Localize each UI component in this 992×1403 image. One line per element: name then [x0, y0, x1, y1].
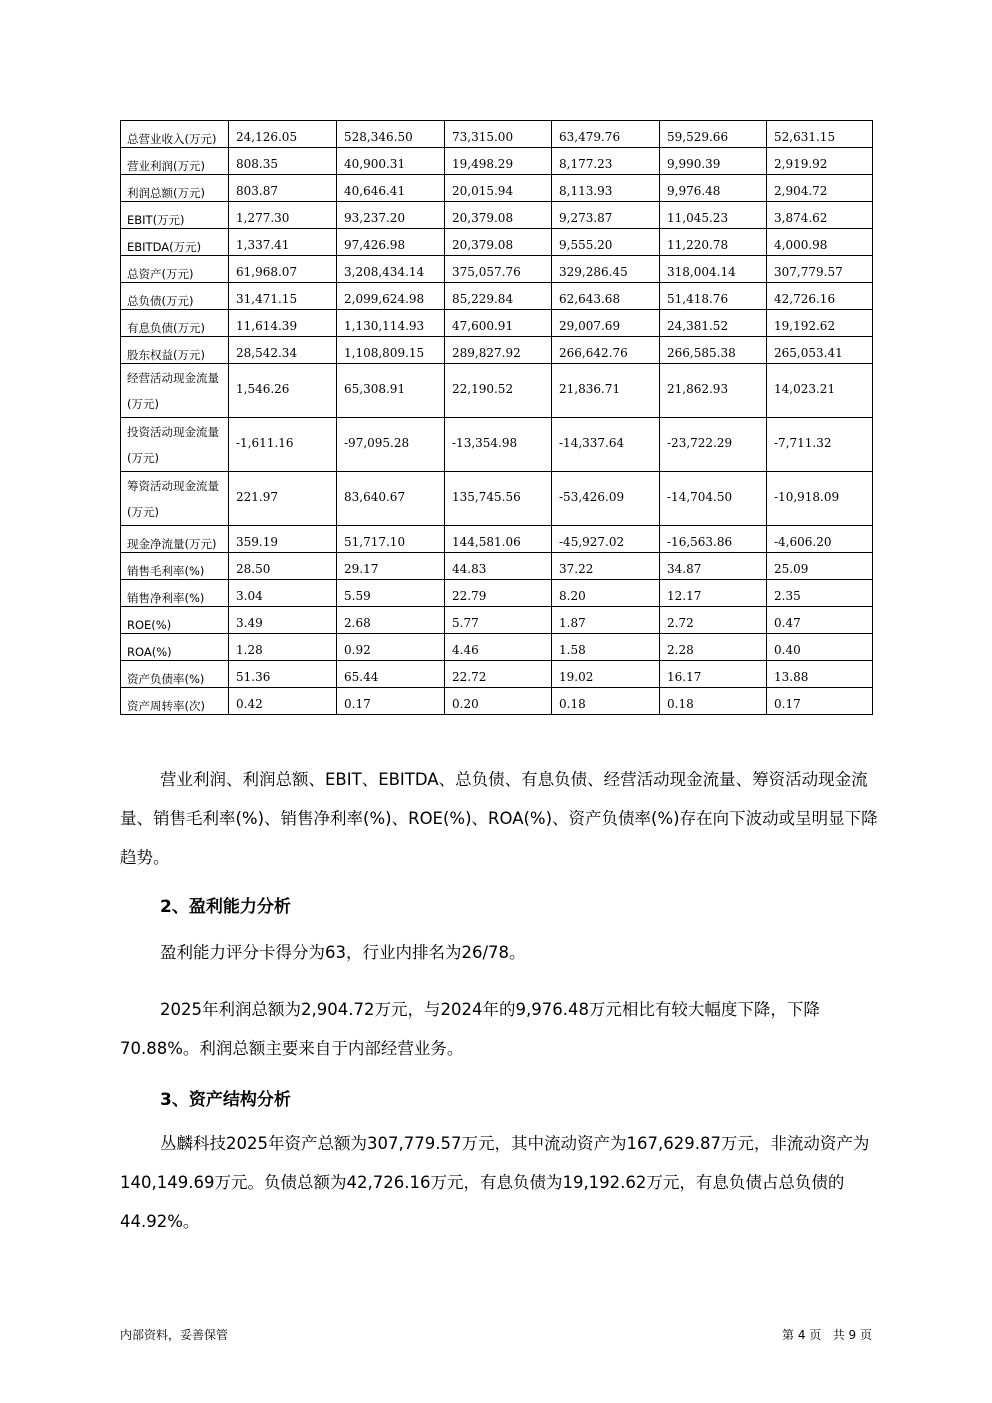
cell-value: 21,836.71 — [559, 382, 621, 396]
summary-paragraph: 营业利润、利润总额、EBIT、EBITDA、总负债、有息负债、经营活动现金流量、筹资活动现金流量、销售毛利率(%)、销售净利率(%)、ROE(%)、ROA(%)、资产负债率(%)存在向下波动或呈明显下降趋势。 — [120, 770, 878, 867]
row-label: 筹资活动现金流量(万元) — [121, 472, 229, 526]
cell-value: 1.58 — [559, 643, 586, 657]
table-row — [121, 607, 873, 634]
table-cell — [337, 256, 445, 283]
table-cell — [445, 553, 552, 580]
table-cell — [767, 580, 873, 607]
cell-value: 266,642.76 — [559, 346, 628, 360]
table-cell — [445, 283, 552, 310]
cell-value: -7,711.32 — [774, 436, 832, 450]
cell-value: 1.28 — [236, 643, 263, 657]
table-cell — [767, 148, 873, 175]
row-label: 投资活动现金流量(万元) — [121, 418, 229, 472]
table-cell — [767, 229, 873, 256]
cell-value: 12.17 — [667, 589, 702, 603]
table-cell — [660, 553, 767, 580]
row-label: ROE(%) — [121, 607, 229, 634]
cell-value: 9,990.39 — [667, 157, 721, 171]
table-row — [121, 148, 873, 175]
cell-value: 375,057.76 — [452, 265, 521, 279]
table-cell — [337, 634, 445, 661]
table-cell — [552, 283, 660, 310]
table-cell — [767, 607, 873, 634]
table-cell — [229, 121, 337, 148]
table-cell — [229, 526, 337, 553]
table-cell — [445, 337, 552, 364]
row-label: 股东权益(万元) — [121, 337, 229, 364]
cell-value: 528,346.50 — [344, 130, 413, 144]
row-label: 利润总额(万元) — [121, 175, 229, 202]
cell-value: 8.20 — [559, 589, 586, 603]
cell-value: 24,126.05 — [236, 130, 298, 144]
cell-value: 135,745.56 — [452, 490, 521, 504]
table-cell — [552, 148, 660, 175]
cell-value: 11,220.78 — [667, 238, 729, 252]
cell-value: 13.88 — [774, 670, 809, 684]
cell-value: 0.47 — [774, 616, 801, 630]
table-cell — [337, 661, 445, 688]
table-cell — [660, 202, 767, 229]
cell-value: -14,704.50 — [667, 490, 733, 504]
table-cell — [445, 256, 552, 283]
cell-value: 83,640.67 — [344, 490, 406, 504]
cell-value: 3.04 — [236, 589, 263, 603]
cell-value: 4.46 — [452, 643, 479, 657]
cell-value: 0.40 — [774, 643, 801, 657]
cell-value: 28.50 — [236, 562, 271, 576]
cell-value: -23,722.29 — [667, 436, 733, 450]
cell-value: 63,479.76 — [559, 130, 621, 144]
table-cell — [552, 256, 660, 283]
cell-value: 42,726.16 — [774, 292, 836, 306]
cell-value: 20,015.94 — [452, 184, 514, 198]
table-cell — [337, 175, 445, 202]
table-cell — [552, 607, 660, 634]
table-cell — [229, 553, 337, 580]
table-cell — [660, 580, 767, 607]
table-cell — [660, 337, 767, 364]
cell-value: 808.35 — [236, 157, 278, 171]
table-cell — [767, 256, 873, 283]
table-cell — [552, 337, 660, 364]
cell-value: 40,646.41 — [344, 184, 406, 198]
table-cell — [767, 688, 873, 715]
table-cell — [229, 202, 337, 229]
cell-value: 359.19 — [236, 535, 278, 549]
table-cell — [229, 688, 337, 715]
cell-value: 20,379.08 — [452, 238, 514, 252]
cell-value: -45,927.02 — [559, 535, 625, 549]
table-cell — [229, 580, 337, 607]
table-row — [121, 580, 873, 607]
cell-value: 3.49 — [236, 616, 263, 630]
cell-value: 51.36 — [236, 670, 271, 684]
row-label: ROA(%) — [121, 634, 229, 661]
cell-value: -1,611.16 — [236, 436, 294, 450]
row-label: 经营活动现金流量(万元) — [121, 364, 229, 418]
table-cell — [552, 688, 660, 715]
cell-value: 22.72 — [452, 670, 487, 684]
table-cell — [337, 148, 445, 175]
table-cell — [229, 634, 337, 661]
table-row — [121, 121, 873, 148]
table-cell — [445, 688, 552, 715]
table-cell — [229, 148, 337, 175]
table-row — [121, 364, 873, 418]
table-cell — [660, 175, 767, 202]
table-cell — [445, 202, 552, 229]
table-cell — [445, 661, 552, 688]
cell-value: 0.18 — [559, 697, 586, 711]
cell-value: -4,606.20 — [774, 535, 832, 549]
cell-value: 65,308.91 — [344, 382, 406, 396]
cell-value: -13,354.98 — [452, 436, 518, 450]
row-label: 销售毛利率(%) — [121, 553, 229, 580]
cell-value: 3,874.62 — [774, 211, 828, 225]
row-label: EBIT(万元) — [121, 202, 229, 229]
cell-value: 329,286.45 — [559, 265, 628, 279]
table-cell — [445, 229, 552, 256]
cell-value: 0.17 — [344, 697, 371, 711]
cell-value: 62,643.68 — [559, 292, 621, 306]
cell-value: 0.17 — [774, 697, 801, 711]
table-cell — [229, 175, 337, 202]
table-cell — [660, 364, 767, 418]
cell-value: 307,779.57 — [774, 265, 843, 279]
cell-value: -16,563.86 — [667, 535, 733, 549]
table-cell — [229, 337, 337, 364]
cell-value: 1,337.41 — [236, 238, 290, 252]
table-cell — [445, 634, 552, 661]
row-label: EBITDA(万元) — [121, 229, 229, 256]
cell-value: 51,717.10 — [344, 535, 406, 549]
row-label: 总负债(万元) — [121, 283, 229, 310]
cell-value: 19.02 — [559, 670, 594, 684]
cell-value: 31,471.15 — [236, 292, 298, 306]
cell-value: 61,968.07 — [236, 265, 298, 279]
cell-value: 85,229.84 — [452, 292, 514, 306]
cell-value: 1,130,114.93 — [344, 319, 425, 333]
row-label: 有息负债(万元) — [121, 310, 229, 337]
cell-value: 3,208,434.14 — [344, 265, 425, 279]
row-label: 营业利润(万元) — [121, 148, 229, 175]
table-cell — [767, 364, 873, 418]
table-cell — [552, 580, 660, 607]
table-cell — [229, 364, 337, 418]
cell-value: 25.09 — [774, 562, 809, 576]
table-cell — [337, 472, 445, 526]
table-cell — [767, 337, 873, 364]
table-cell — [552, 526, 660, 553]
table-cell — [445, 310, 552, 337]
table-cell — [445, 580, 552, 607]
cell-value: 9,976.48 — [667, 184, 721, 198]
table-cell — [552, 364, 660, 418]
cell-value: 52,631.15 — [774, 130, 836, 144]
table-cell — [660, 256, 767, 283]
table-cell — [445, 175, 552, 202]
cell-value: 2.35 — [774, 589, 801, 603]
table-row — [121, 553, 873, 580]
table-cell — [552, 121, 660, 148]
table-cell — [337, 337, 445, 364]
table-cell — [445, 472, 552, 526]
cell-value: 8,113.93 — [559, 184, 613, 198]
financial-table-body — [121, 121, 873, 715]
table-cell — [660, 472, 767, 526]
cell-value: 289,827.92 — [452, 346, 521, 360]
table-cell — [337, 580, 445, 607]
table-cell — [552, 661, 660, 688]
table-cell — [660, 661, 767, 688]
table-cell — [660, 688, 767, 715]
cell-value: 5.77 — [452, 616, 479, 630]
section-3-paragraph-1: 丛麟科技2025年资产总额为307,779.57万元，其中流动资产为167,629.87万元，非流动资产为140,149.69万元。负债总额为42,726.16万元，有息负债为19,192.62万元，有息负债占总负债的44.92%。 — [120, 1134, 870, 1231]
cell-value: 20,379.08 — [452, 211, 514, 225]
section-2-paragraph-2: 2025年利润总额为2,904.72万元，与2024年的9,976.48万元相比有较大幅度下降，下降70.88%。利润总额主要来自于内部经营业务。 — [120, 1000, 820, 1058]
cell-value: 19,498.29 — [452, 157, 514, 171]
table-row — [121, 418, 873, 472]
row-label: 现金净流量(万元) — [121, 526, 229, 553]
table-cell — [337, 202, 445, 229]
table-cell — [660, 229, 767, 256]
table-cell — [337, 688, 445, 715]
table-cell — [767, 283, 873, 310]
table-cell — [660, 418, 767, 472]
row-label: 总资产(万元) — [121, 256, 229, 283]
table-cell — [767, 526, 873, 553]
cell-value: 2.68 — [344, 616, 371, 630]
table-cell — [229, 418, 337, 472]
section-2-paragraph-1: 盈利能力评分卡得分为63，行业内排名为26/78。 — [160, 943, 526, 962]
cell-value: 11,614.39 — [236, 319, 298, 333]
table-cell — [445, 148, 552, 175]
cell-value: 29,007.69 — [559, 319, 621, 333]
footer-left: 内部资料，妥善保管 — [120, 1328, 229, 1342]
table-cell — [337, 121, 445, 148]
table-row — [121, 310, 873, 337]
row-label: 资产负债率(%) — [121, 661, 229, 688]
table-cell — [445, 526, 552, 553]
table-cell — [337, 310, 445, 337]
cell-value: 16.17 — [667, 670, 702, 684]
cell-value: 11,045.23 — [667, 211, 729, 225]
table-cell — [337, 283, 445, 310]
table-cell — [767, 121, 873, 148]
cell-value: 2,904.72 — [774, 184, 828, 198]
table-cell — [660, 634, 767, 661]
cell-value: 144,581.06 — [452, 535, 521, 549]
cell-value: 318,004.14 — [667, 265, 736, 279]
table-cell — [229, 472, 337, 526]
cell-value: 97,426.98 — [344, 238, 406, 252]
cell-value: 44.83 — [452, 562, 487, 576]
financial-table — [120, 120, 873, 715]
cell-value: 2.28 — [667, 643, 694, 657]
cell-value: 47,600.91 — [452, 319, 514, 333]
cell-value: 0.42 — [236, 697, 263, 711]
cell-value: 0.20 — [452, 697, 479, 711]
cell-value: 22,190.52 — [452, 382, 514, 396]
cell-value: 221.97 — [236, 490, 278, 504]
table-cell — [337, 229, 445, 256]
table-row — [121, 634, 873, 661]
cell-value: 9,273.87 — [559, 211, 613, 225]
cell-value: 19,192.62 — [774, 319, 836, 333]
cell-value: 22.79 — [452, 589, 487, 603]
cell-value: 266,585.38 — [667, 346, 736, 360]
table-cell — [767, 202, 873, 229]
table-cell — [767, 310, 873, 337]
table-cell — [552, 175, 660, 202]
footer-page-number: 第 4 页 共 9 页 — [782, 1328, 872, 1342]
cell-value: 8,177.23 — [559, 157, 613, 171]
table-cell — [445, 364, 552, 418]
table-cell — [337, 364, 445, 418]
table-cell — [767, 661, 873, 688]
table-row — [121, 337, 873, 364]
cell-value: 2.72 — [667, 616, 694, 630]
table-row — [121, 526, 873, 553]
table-cell — [337, 607, 445, 634]
cell-value: 51,418.76 — [667, 292, 729, 306]
cell-value: 0.18 — [667, 697, 694, 711]
cell-value: 1,108,809.15 — [344, 346, 425, 360]
section-2-heading: 2、盈利能力分析 — [160, 897, 291, 917]
cell-value: 29.17 — [344, 562, 379, 576]
table-cell — [552, 634, 660, 661]
table-cell — [229, 310, 337, 337]
cell-value: 4,000.98 — [774, 238, 828, 252]
cell-value: 1.87 — [559, 616, 586, 630]
table-cell — [660, 607, 767, 634]
table-cell — [660, 526, 767, 553]
table-cell — [660, 310, 767, 337]
section-3-heading: 3、资产结构分析 — [160, 1090, 291, 1110]
cell-value: -14,337.64 — [559, 436, 625, 450]
row-label: 总营业收入(万元) — [121, 121, 229, 148]
table-cell — [660, 148, 767, 175]
cell-value: 21,862.93 — [667, 382, 729, 396]
table-row — [121, 175, 873, 202]
table-cell — [767, 418, 873, 472]
table-row — [121, 229, 873, 256]
cell-value: 0.92 — [344, 643, 371, 657]
cell-value: 37.22 — [559, 562, 594, 576]
cell-value: 93,237.20 — [344, 211, 406, 225]
table-row — [121, 688, 873, 715]
table-cell — [767, 472, 873, 526]
table-cell — [337, 526, 445, 553]
table-cell — [660, 121, 767, 148]
table-cell — [229, 607, 337, 634]
cell-value: 1,277.30 — [236, 211, 290, 225]
table-row — [121, 202, 873, 229]
table-cell — [552, 202, 660, 229]
table-cell — [445, 607, 552, 634]
table-cell — [445, 121, 552, 148]
table-cell — [767, 175, 873, 202]
table-cell — [552, 418, 660, 472]
cell-value: 24,381.52 — [667, 319, 729, 333]
cell-value: 803.87 — [236, 184, 278, 198]
cell-value: 2,919.92 — [774, 157, 828, 171]
cell-value: 65.44 — [344, 670, 379, 684]
cell-value: 34.87 — [667, 562, 702, 576]
table-cell — [229, 283, 337, 310]
cell-value: -97,095.28 — [344, 436, 410, 450]
table-cell — [229, 229, 337, 256]
row-label: 销售净利率(%) — [121, 580, 229, 607]
table-row — [121, 472, 873, 526]
cell-value: -10,918.09 — [774, 490, 840, 504]
table-row — [121, 661, 873, 688]
table-cell — [337, 418, 445, 472]
cell-value: 265,053.41 — [774, 346, 843, 360]
cell-value: 1,546.26 — [236, 382, 290, 396]
table-cell — [337, 553, 445, 580]
table-cell — [229, 661, 337, 688]
table-cell — [229, 256, 337, 283]
table-cell — [552, 553, 660, 580]
table-cell — [552, 310, 660, 337]
table-cell — [767, 553, 873, 580]
cell-value: 14,023.21 — [774, 382, 836, 396]
cell-value: 40,900.31 — [344, 157, 406, 171]
row-label: 资产周转率(次) — [121, 688, 229, 715]
cell-value: -53,426.09 — [559, 490, 625, 504]
table-cell — [552, 472, 660, 526]
table-cell — [660, 283, 767, 310]
cell-value: 28,542.34 — [236, 346, 298, 360]
cell-value: 9,555.20 — [559, 238, 613, 252]
cell-value: 59,529.66 — [667, 130, 729, 144]
table-cell — [767, 634, 873, 661]
cell-value: 2,099,624.98 — [344, 292, 425, 306]
cell-value: 73,315.00 — [452, 130, 514, 144]
table-cell — [552, 229, 660, 256]
table-cell — [445, 418, 552, 472]
table-row — [121, 256, 873, 283]
cell-value: 5.59 — [344, 589, 371, 603]
table-row — [121, 283, 873, 310]
